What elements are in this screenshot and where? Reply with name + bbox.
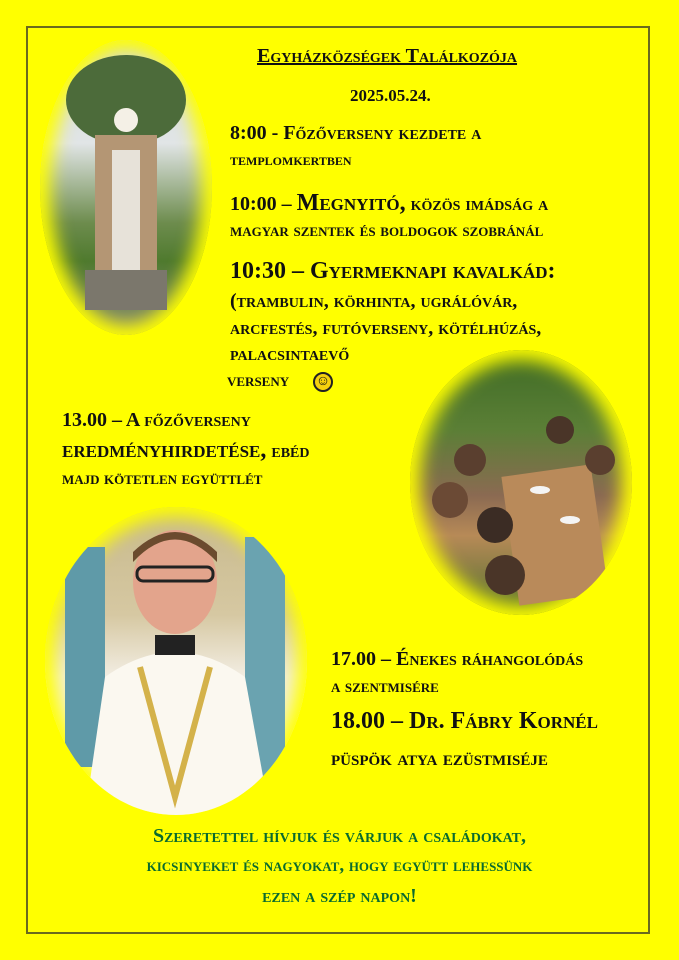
program-line-2a <box>230 190 548 217</box>
statue-photo <box>40 40 212 335</box>
program-line-3d: palacsintaevő <box>230 343 350 365</box>
program-line-5a: 17.00 – Énekes ráhangolódás <box>331 648 584 670</box>
program-line-3c: arcfestés, futóverseny, kötélhúzás, <box>230 317 542 339</box>
program-line-4c: majd kötetlen együttlét <box>62 468 263 488</box>
event-title: Egyházközségek Találkozója <box>257 45 518 67</box>
children-eating-photo <box>410 350 632 615</box>
program-line-5b: a szentmisére <box>331 676 439 696</box>
program-line-3a: 10:30 – Gyermeknapi kavalkád: <box>230 258 556 284</box>
program-opening: Megnyitó, <box>296 190 406 216</box>
program-line-4a: 13.00 – A főzőverseny <box>62 409 251 431</box>
program-line-6b: püspök atya ezüstmiséje <box>331 745 548 770</box>
invite-line-1: Szeretettel hívjuk és várjuk a családokat, <box>152 825 527 847</box>
event-date: 2025.05.24. <box>350 86 431 105</box>
program-results: eredményhirdetése, <box>62 437 267 463</box>
invite-line-2: kicsinyeket és nagyokat, hogy együtt lehessünk <box>146 855 533 876</box>
smiley-icon: ☺ <box>313 372 333 392</box>
program-line-4b <box>62 437 310 464</box>
program-line-6a: 18.00 – Dr. Fábry Kornél <box>331 708 598 734</box>
program-line-3b: (trambulin, körhinta, ugrálóvár, <box>230 290 518 312</box>
invite-line-3: ezen a szép napon! <box>262 885 417 907</box>
program-line-3e: verseny <box>227 370 290 390</box>
program-line-2b: magyar szentek és boldogok szobránál <box>230 220 544 241</box>
program-line-1a: 8:00 - Főzőverseny kezdete a <box>230 122 482 144</box>
bishop-photo <box>45 507 307 815</box>
program-time-1000: 10:00 – <box>230 193 292 215</box>
program-line-1b: templomkertben <box>230 150 352 169</box>
program-results-rest: ebéd <box>271 440 310 462</box>
program-opening-rest: közös imádság a <box>410 193 549 215</box>
